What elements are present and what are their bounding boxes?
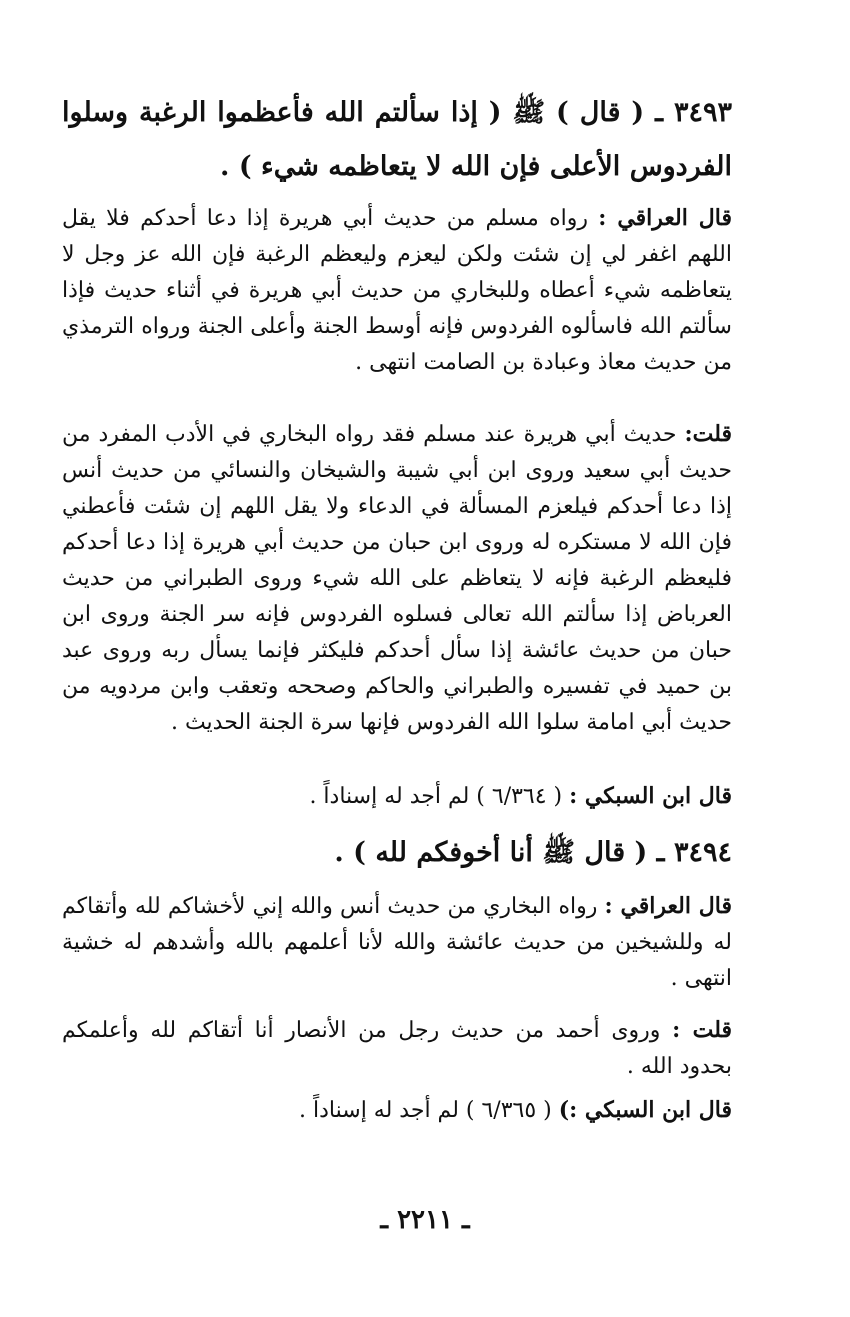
subki-text: ( ٦/٣٦٤ ) لم أجد له إسناداً . — [309, 784, 563, 809]
qultu-text: وروى أحمد من حديث رجل من الأنصار أنا أتقاكم لله وأعلمكم بحدود الله . — [62, 1018, 732, 1079]
iraqi-text: رواه مسلم من حديث أبي هريرة إذا دعا أحدكم فلا يقل اللهم اغفر لي إن شئت ولكن ليعزم وليعظم الرغبة فإن الله عز وجل لا يتعاظمه شيء أعطاه وللبخاري من حديث أبي هريرة في أثناء حديث فإذا سألتم الله فاسألوه الفردوس فإنه أوسط الجنة وأعلى الجنة ورواه الترمذي من حديث معاذ وعبادة بن الصامت انتهى . — [62, 206, 732, 375]
iraqi-text: رواه البخاري من حديث أنس والله إني لأخشاكم لله وأتقاكم له وللشيخين من حديث عائشة والله لأنا أعلمهم بالله وأشدهم له خشية انتهى . — [62, 894, 732, 991]
subki-label: قال ابن السبكي : — [569, 783, 732, 809]
iraqi-label: قال العراقي : — [598, 205, 732, 231]
iraqi-commentary-3494 — [62, 888, 732, 997]
author-note-3493 — [62, 416, 732, 741]
qultu-label: قلت: — [684, 421, 732, 447]
page-number: ـ ٢٢١١ ـ — [380, 1205, 470, 1235]
qultu-label: قلت : — [672, 1017, 732, 1043]
qultu-text: حديث أبي هريرة عند مسلم فقد رواه البخاري في الأدب المفرد من حديث أبي سعيد وروى ابن أبي شيبة والشيخان والنسائي من حديث أنس إذا دعا أحدكم فيلعزم المسألة في الدعاء ولا يقل اللهم إن شئت فأعطني فإن الله لا مستكره له وروى ابن حبان من حديث أبي هريرة إذا دعا أحدكم فليعظم الرغبة فإنه لا يتعاظم على الله شيء وروى الطبراني من حديث العرباض إذا سألتم الله تعالى فسلوه الفردوس فإنه سر الجنة وروى ابن حبان من حديث عائشة إذا سأل أحدكم فليكثر فإنما يسأل ربه وروى عبد بن حميد في تفسيره والطبراني والحاكم وصححه وتعقب وابن مردويه من حديث أبي امامة سلوا الله الفردوس فإنها سرة الجنة الحديث . — [62, 422, 732, 735]
hadith-3494-title: ٣٤٩٤ ـ ( قال ﷺ أنا أخوفكم لله ) . — [334, 837, 732, 868]
author-note-3494 — [62, 1012, 732, 1085]
iraqi-commentary-3493 — [62, 200, 732, 381]
subki-label: قال ابن السبكي :) — [558, 1097, 732, 1123]
subki-note-3494 — [299, 1092, 732, 1129]
iraqi-label: قال العراقي : — [604, 893, 732, 919]
subki-note-3493 — [309, 778, 732, 815]
subki-text: ( ٦/٣٦٥ ) لم أجد له إسناداً . — [299, 1098, 552, 1123]
hadith-3493-title: ٣٤٩٣ ـ ( قال ) ﷺ ( إذا سألتم الله فأعظموا الرغبة وسلوا الفردوس الأعلى فإن الله لا يتعاظمه شيء ) . — [62, 97, 732, 182]
